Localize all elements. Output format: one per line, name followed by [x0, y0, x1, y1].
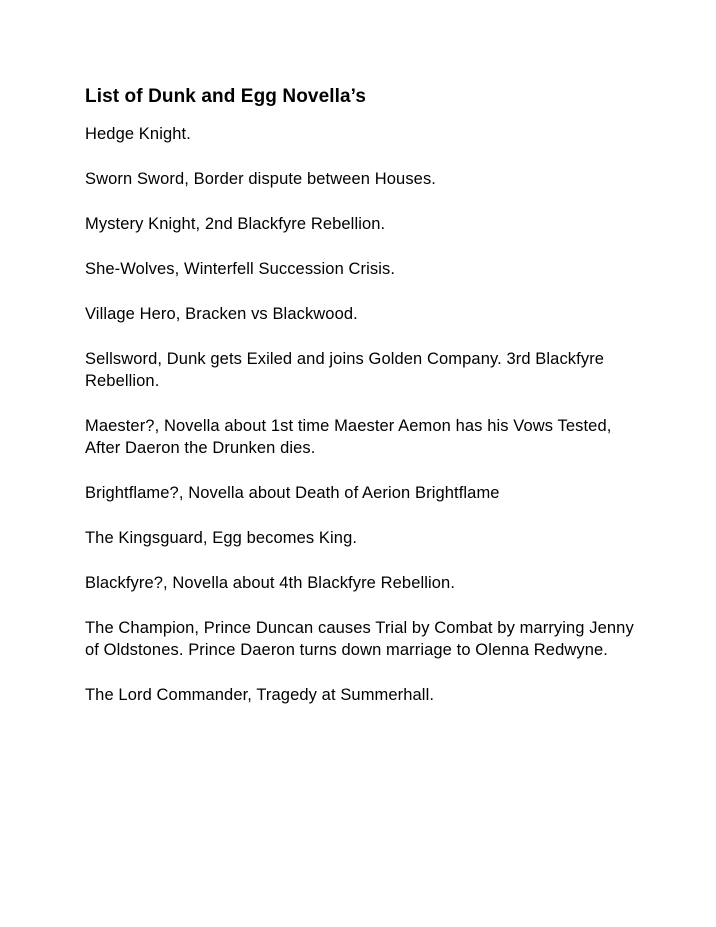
- document-paragraph: The Kingsguard, Egg becomes King.: [85, 529, 358, 547]
- document-paragraph: Sellsword, Dunk gets Exiled and joins Golden Company. 3rd Blackfyre Rebellion.: [85, 350, 605, 390]
- document-paragraph: Blackfyre?, Novella about 4th Blackfyre Rebellion.: [85, 574, 456, 592]
- document-paragraph: Maester?, Novella about 1st time Maester Aemon has his Vows Tested, After Daeron the Drunken dies.: [85, 417, 612, 457]
- document-paragraph: Brightflame?, Novella about Death of Aerion Brightflame: [85, 484, 500, 502]
- document-paragraph: The Lord Commander, Tragedy at Summerhall.: [85, 686, 435, 704]
- document-paragraph: The Champion, Prince Duncan causes Trial by Combat by marrying Jenny of Oldstones. Prince Daeron turns down marriage to Olenna Redwyne.: [85, 619, 634, 659]
- document-paragraph: Hedge Knight.: [85, 125, 191, 143]
- page-title: List of Dunk and Egg Novella’s: [85, 86, 366, 107]
- document-paragraph: Mystery Knight, 2nd Blackfyre Rebellion.: [85, 215, 386, 233]
- document-body: [85, 123, 634, 706]
- document-paragraph: Sworn Sword, Border dispute between Houses.: [85, 170, 436, 188]
- document-paragraph: She-Wolves, Winterfell Succession Crisis.: [85, 260, 396, 278]
- document-paragraph: Village Hero, Bracken vs Blackwood.: [85, 305, 358, 323]
